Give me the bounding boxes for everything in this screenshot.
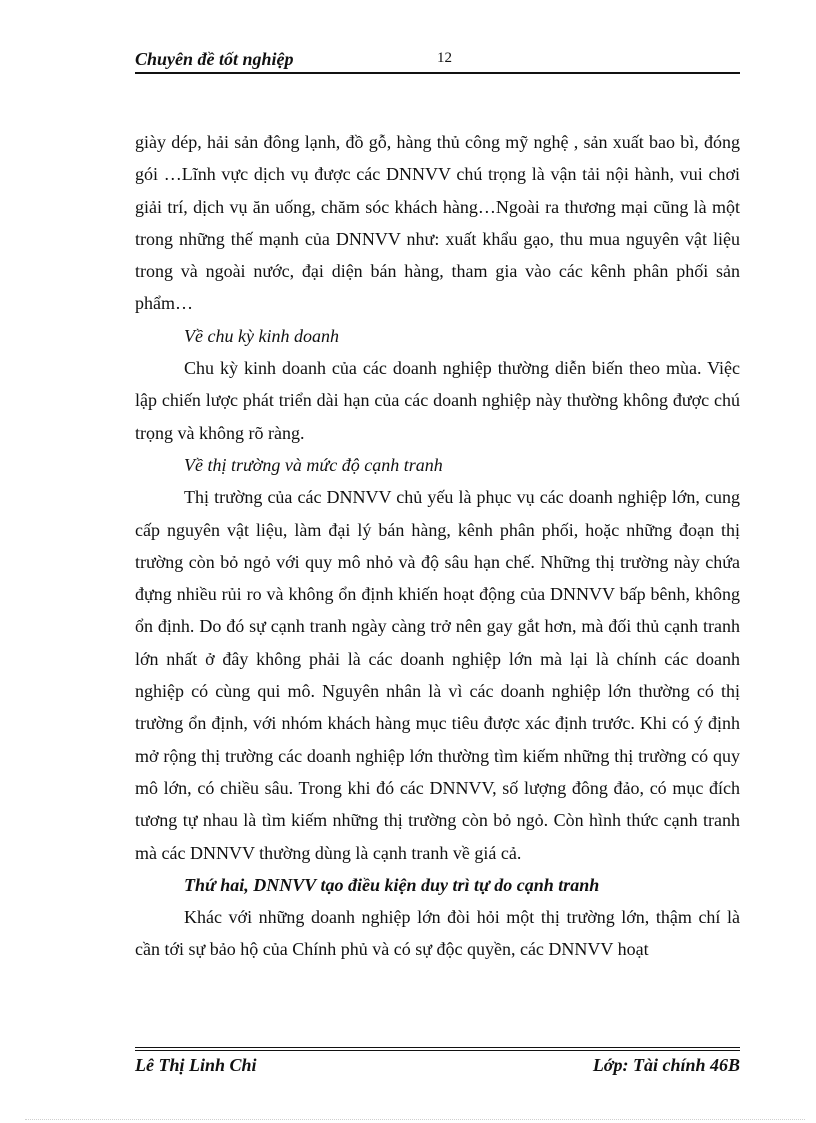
header-divider xyxy=(135,72,740,74)
page-number: 12 xyxy=(437,50,452,66)
footer-author: Lê Thị Linh Chi xyxy=(135,1055,257,1075)
document-title: Chuyên đề tốt nghiệp xyxy=(135,49,294,69)
footer-class: Lớp: Tài chính 46B xyxy=(592,1055,740,1075)
section-heading-free-competition: Thứ hai, DNNVV tạo điều kiện duy trì tự do cạnh tranh xyxy=(184,874,600,895)
paragraph-market-competition: Thị trường của các DNNVV chủ yếu là phục vụ các doanh nghiệp lớn, cung cấp nguyên vật liệu, làm đại lý bán hàng, kênh phân phối, hoặc những đoạn thị trường còn bỏ ngỏ với quy mô nhỏ và độ sâu hạn chế. Những thị trường này chứa đựng nhiều rủi ro và không ổn định khiến hoạt động của DNNVV bấp bênh, không ổn định. Do đó sự cạnh tranh ngày càng trở nên gay gắt hơn, mà đối thủ cạnh tranh lớn nhất ở đây không phải là các doanh nghiệp lớn mà lại là chính các doanh nghiệp có cùng qui mô. Nguyên nhân là vì các doanh nghiệp lớn thường có thị trường ổn định, với nhóm khách hàng mục tiêu được xác định trước. Khi có ý định mở rộng thị trường các doanh nghiệp lớn thường tìm kiếm những thị trường có quy mô lớn, có chiều sâu. Trong khi đó các DNNVV, số lượng đông đảo, có mục đích tương tự nhau là tìm kiếm những thị trường còn bỏ ngỏ. Còn hình thức cạnh tranh mà các DNNVV thường dùng là cạnh tranh về giá cả. xyxy=(135,487,740,863)
subheading-business-cycle: Về chu kỳ kinh doanh xyxy=(184,325,339,346)
paragraph-continuation: giày dép, hải sản đông lạnh, đồ gỗ, hàng thủ công mỹ nghệ , sản xuất bao bì, đóng gói …Lĩnh vực dịch vụ được các DNNVV chú trọng là vận tải nội hành, vui chơi giải trí, dịch vụ ăn uống, chăm sóc khách hàng…Ngoài ra thương mại cũng là một trong những thế mạnh của DNNVV như: xuất khẩu gạo, thu mua nguyên vật liệu trong và ngoài nước, đại diện bán hàng, tham gia vào các kênh phân phối sản phẩm… xyxy=(135,132,740,314)
subheading-market-competition: Về thị trường và mức độ cạnh tranh xyxy=(184,454,443,475)
paragraph-free-competition: Khác với những doanh nghiệp lớn đòi hỏi một thị trường lớn, thậm chí là cần tới sự bảo hộ của Chính phủ và có sự độc quyền, các DNNVV hoạt xyxy=(135,907,740,960)
paragraph-business-cycle: Chu kỳ kinh doanh của các doanh nghiệp thường diễn biến theo mùa. Việc lập chiến lược phát triển dài hạn của các doanh nghiệp này thường không được chú trọng và không rõ ràng. xyxy=(135,358,740,443)
footer-divider xyxy=(135,1047,740,1051)
document-body xyxy=(135,126,740,966)
page-boundary-line xyxy=(25,1119,805,1120)
